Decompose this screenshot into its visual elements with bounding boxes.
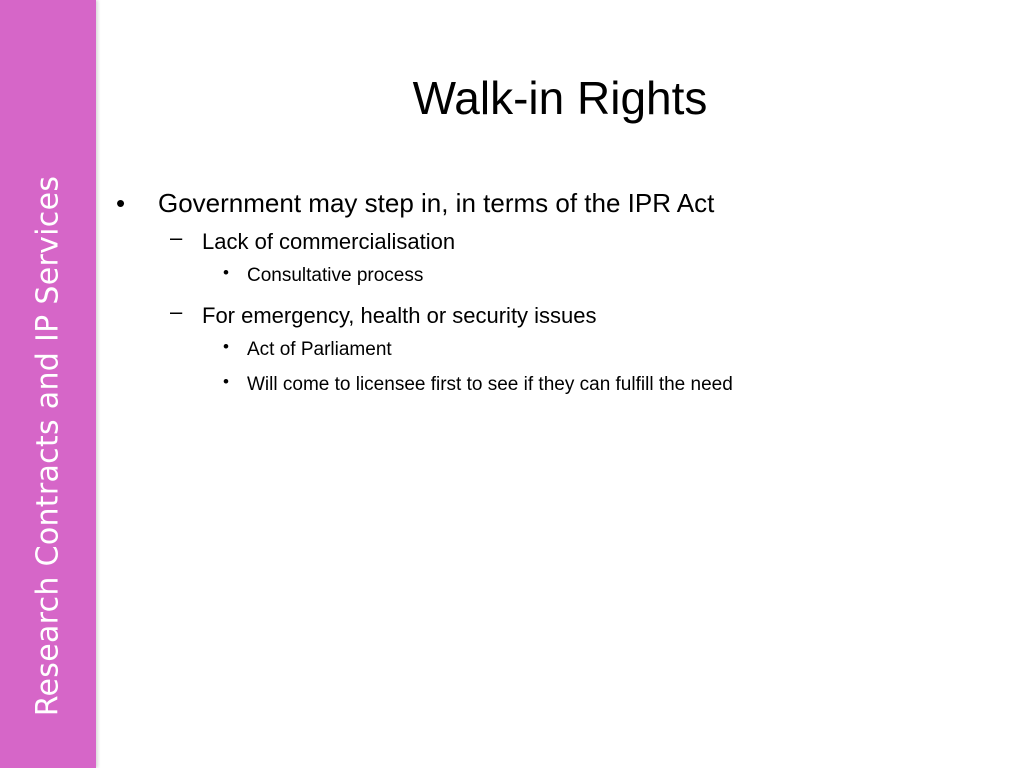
bullet-level1 bbox=[116, 184, 996, 222]
bullet-text: Act of Parliament bbox=[247, 339, 392, 360]
slide-title: Walk-in Rights bbox=[412, 72, 708, 124]
bullet-marker: • bbox=[223, 263, 229, 282]
bullet-marker: • bbox=[223, 337, 229, 356]
sidebar-band bbox=[0, 0, 96, 768]
bullet-level3 bbox=[116, 262, 996, 290]
bullet-level2 bbox=[116, 300, 996, 332]
bullet-level2 bbox=[116, 226, 996, 258]
bullet-text: Consultative process bbox=[247, 265, 424, 286]
bullet-text: Government may step in, in terms of the IPR Act bbox=[158, 188, 715, 218]
dash-marker: – bbox=[170, 299, 183, 324]
sidebar-label: Research Contracts and IP Services bbox=[30, 175, 66, 717]
bullet-text: Lack of commercialisation bbox=[202, 229, 456, 254]
bullet-list bbox=[116, 184, 996, 406]
dash-marker: – bbox=[170, 225, 183, 250]
bullet-marker: • bbox=[116, 188, 126, 218]
bullet-level3 bbox=[116, 371, 996, 399]
bullet-text: For emergency, health or security issues bbox=[202, 303, 597, 328]
bullet-marker: • bbox=[223, 372, 229, 391]
bullet-text: Will come to licensee first to see if they can fulfill the need bbox=[247, 374, 733, 395]
bullet-level3 bbox=[116, 336, 996, 364]
